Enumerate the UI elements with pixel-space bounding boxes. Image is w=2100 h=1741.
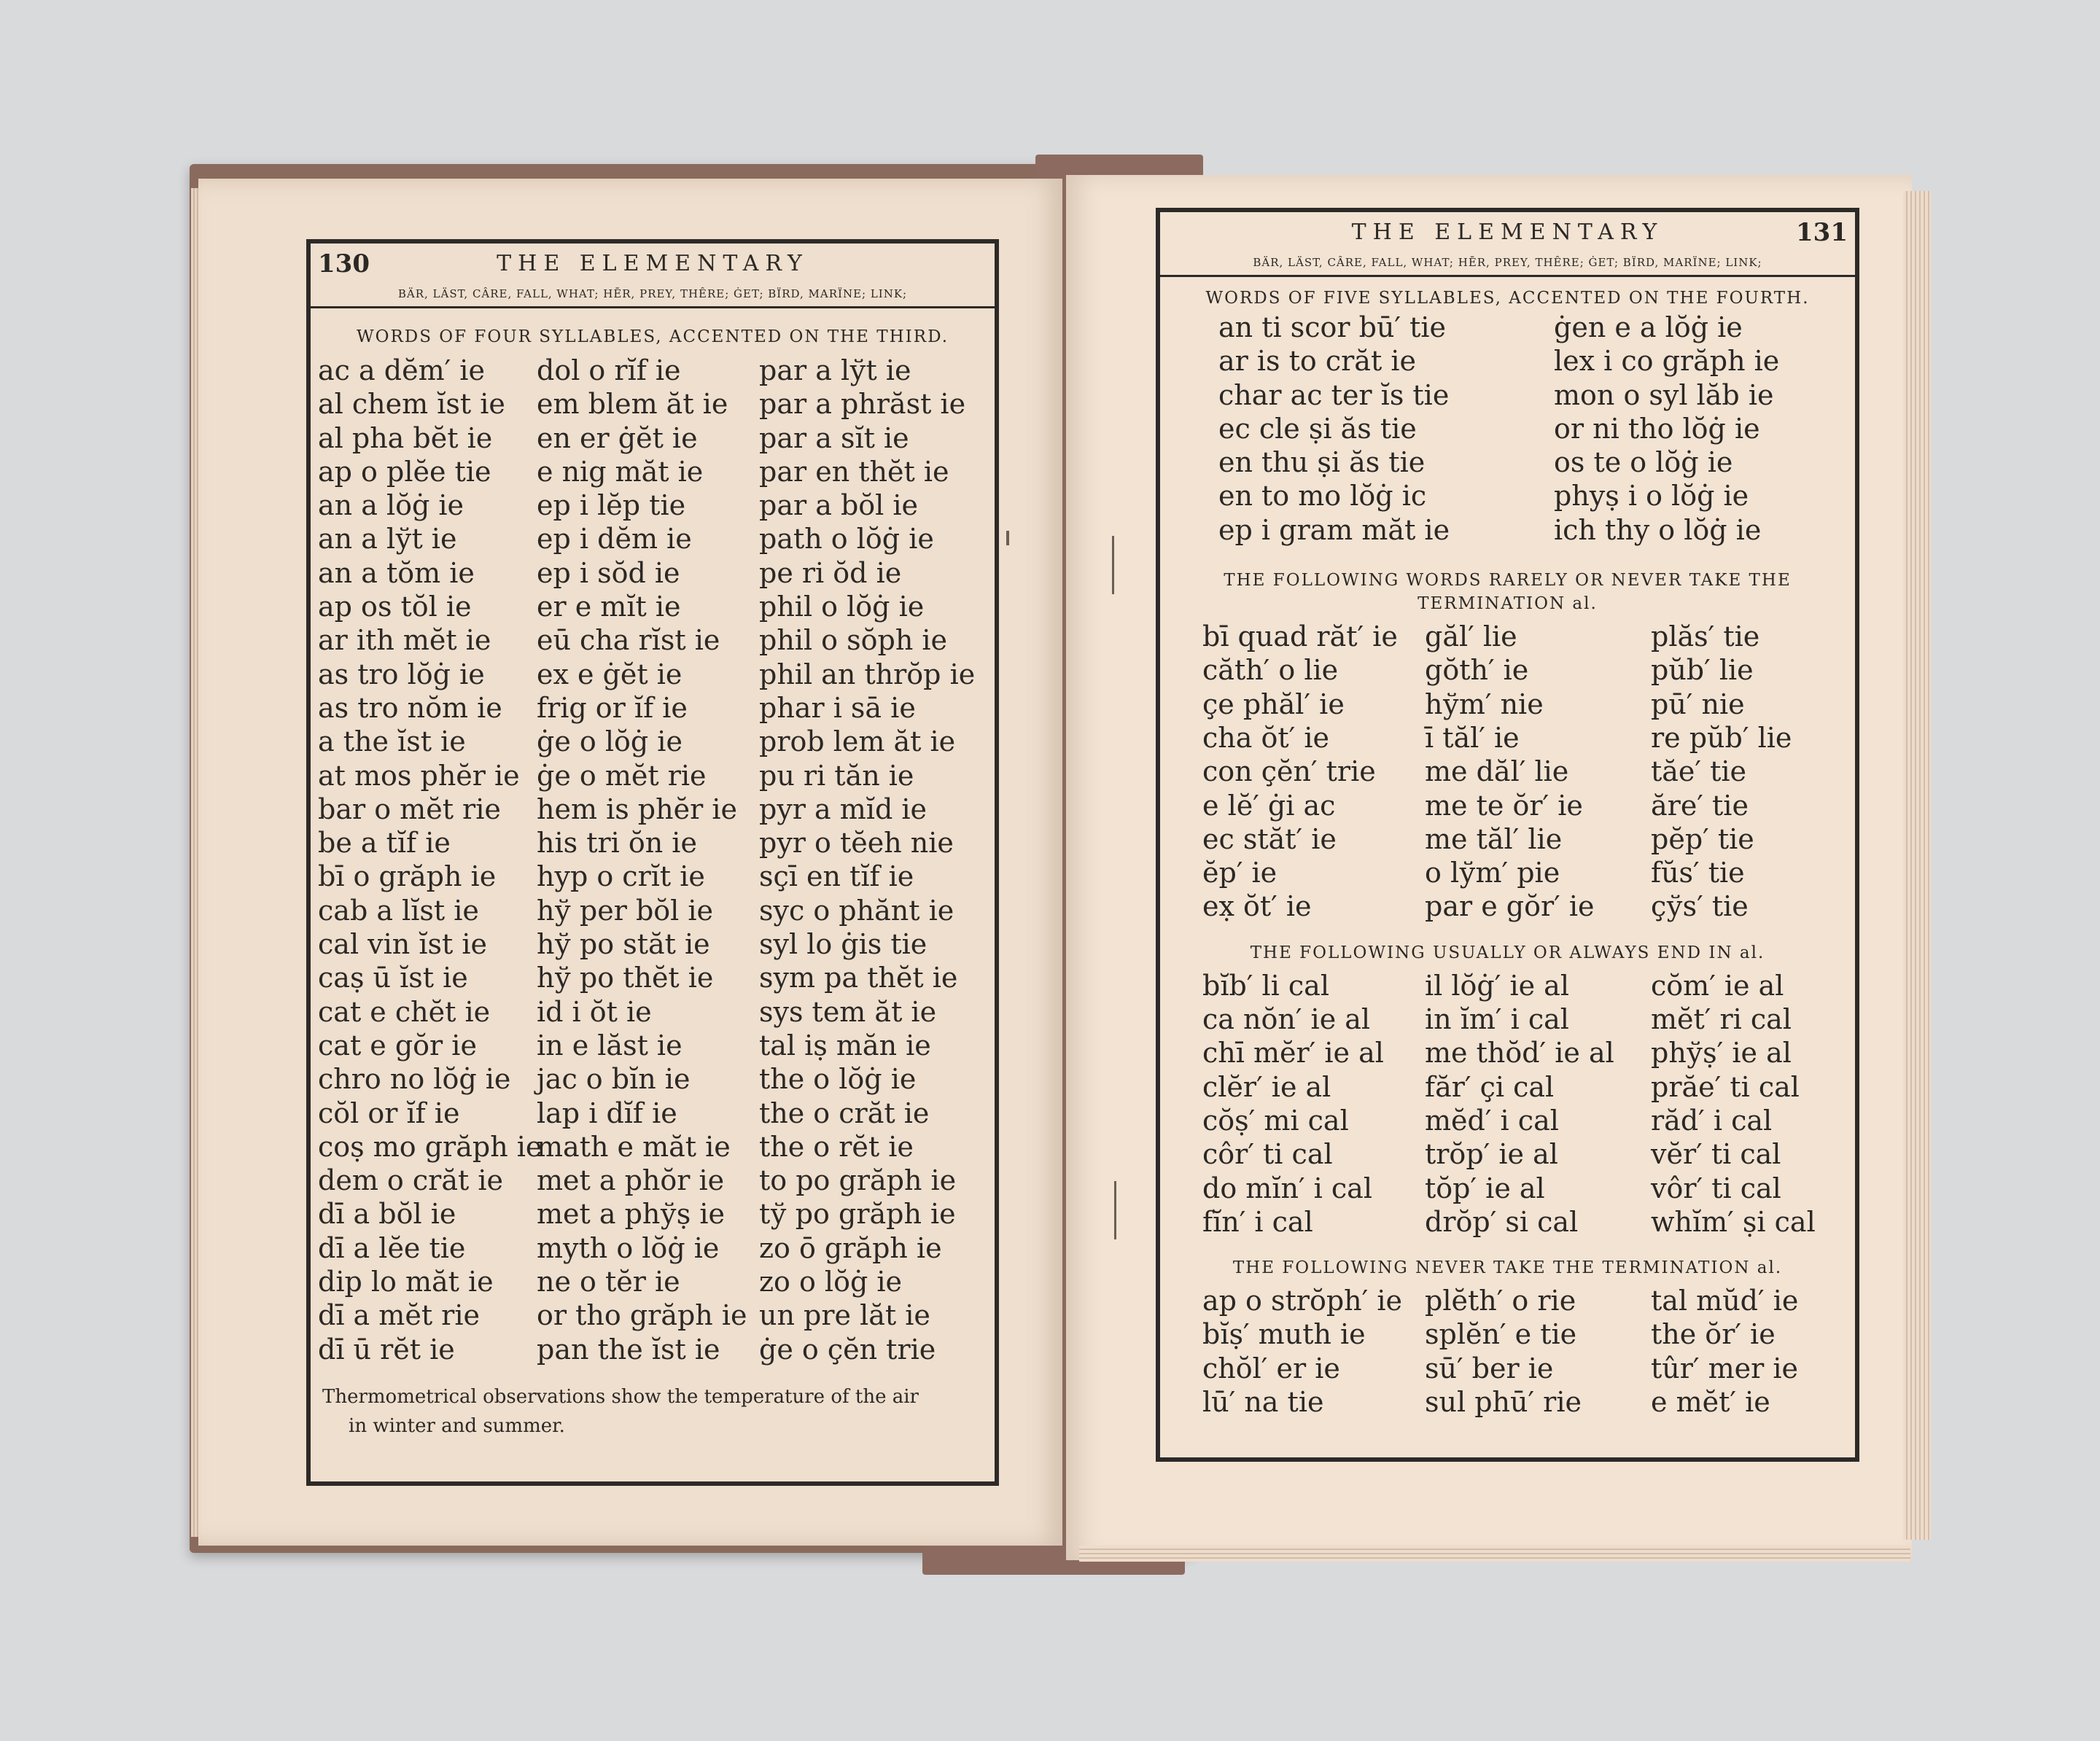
left-word: as tro lŏġ ie: [318, 658, 485, 690]
left-word: an a lŏġ ie: [318, 489, 464, 522]
left-running-title: THE ELEMENTARY: [497, 251, 809, 276]
section4-word: sul phū′ rie: [1425, 1386, 1582, 1419]
left-pronunciation-key: BÄR, LÄST, CÂRE, FALL, WHAT; HĒR, PREY, THÊRE; ĠET; BÏRD, MARÏNE; LINK;: [311, 284, 995, 308]
left-word: dī a lĕe tie: [318, 1231, 466, 1264]
left-word: dī a mĕt rie: [318, 1299, 480, 1332]
section4-word-list: [1160, 1284, 1855, 1419]
left-word: cat e chĕt ie: [318, 995, 491, 1028]
left-word: met a phўṣ ie: [537, 1198, 725, 1231]
left-word: path o lŏġ ie: [759, 523, 934, 556]
section2-word: pŭb′ lie: [1651, 654, 1754, 687]
section2-word: ĕp′ ie: [1202, 857, 1278, 889]
section4-word: bĭṣ′ muth ie: [1202, 1318, 1366, 1351]
left-word: ep i sŏd ie: [537, 556, 680, 589]
section2-word: cha ŏt′ ie: [1202, 721, 1329, 754]
section1-word: ep i gram măt ie: [1218, 513, 1450, 546]
left-word: eū cha rĭst ie: [537, 624, 720, 657]
gutter-mark: [1006, 531, 1009, 545]
left-word: cat e gŏr ie: [318, 1029, 477, 1062]
left-word: the o crăt ie: [759, 1097, 930, 1129]
left-word: pyr a mĭd ie: [759, 792, 928, 825]
section4-word: lū′ na tie: [1202, 1386, 1324, 1419]
section2-title-line2: TERMINATION al.: [1418, 594, 1598, 614]
left-word: id i ŏt ie: [537, 995, 652, 1028]
section4-word: chŏl′ er ie: [1202, 1352, 1340, 1384]
section2-word: çўs′ tie: [1651, 890, 1749, 923]
left-word: cal vin ĭst ie: [318, 928, 487, 961]
section4-word: plĕth′ o rie: [1425, 1285, 1576, 1317]
gutter-staple: [1112, 536, 1114, 594]
section2-word: re pŭb′ lie: [1651, 721, 1792, 754]
left-word: phil o sŏph ie: [759, 624, 948, 657]
section3-word: il lŏġ′ ie al: [1425, 969, 1569, 1002]
section2-title-line1: THE FOLLOWING WORDS RARELY OR NEVER TAKE THE: [1224, 571, 1792, 591]
section3-word: fĭn′ i cal: [1202, 1205, 1313, 1238]
section3-word: mĕd′ i cal: [1425, 1104, 1559, 1137]
section2-word: ăre′ tie: [1651, 789, 1749, 822]
left-word: dī a bŏl ie: [318, 1198, 456, 1231]
left-word: jac o bĭn ie: [537, 1063, 691, 1096]
left-word: tў po grăph ie: [759, 1198, 956, 1231]
left-word: ne o tĕr ie: [537, 1266, 680, 1298]
left-word: er e mĭt ie: [537, 591, 681, 623]
section2-word: çe phăl′ ie: [1202, 688, 1345, 720]
left-word: par a sĭt ie: [759, 421, 909, 454]
left-word: pyr o tĕeh nie: [759, 827, 954, 860]
section2-word: tăe′ tie: [1651, 755, 1747, 788]
left-word: met a phŏr ie: [537, 1164, 725, 1197]
section1-word: or ni tho lŏġ ie: [1554, 412, 1760, 445]
section4-word: tûr′ mer ie: [1651, 1352, 1799, 1384]
left-word: dī ū rĕt ie: [318, 1333, 455, 1366]
section3-word: răd′ i cal: [1651, 1104, 1773, 1137]
left-running-head: [311, 244, 995, 284]
left-word: math e măt ie: [537, 1130, 731, 1163]
left-word: cab a lĭst ie: [318, 894, 479, 927]
section2-word: pū′ nie: [1651, 688, 1745, 720]
footnote-line-1: Thermometrical observations show the temperature of the air: [322, 1385, 919, 1408]
left-word: myth o lŏġ ie: [537, 1231, 720, 1264]
section3-word: bĭb′ li cal: [1202, 969, 1329, 1002]
left-word: pu ri tăn ie: [759, 759, 914, 792]
gutter-staple-2: [1114, 1181, 1116, 1239]
left-word: ac a dĕm′ ie: [318, 354, 485, 386]
left-word: ex e ġĕt ie: [537, 658, 682, 690]
section2-word: o lўm′ pie: [1425, 857, 1560, 889]
section1-word: os te o lŏġ ie: [1554, 446, 1733, 479]
left-word: chro no lŏġ ie: [318, 1063, 511, 1096]
section3-word: vôr′ ti cal: [1651, 1172, 1781, 1204]
section3-word: tŏp′ ie al: [1425, 1172, 1545, 1204]
right-page-number: 131: [1796, 218, 1848, 247]
left-page-number: 130: [318, 249, 370, 279]
section3-word: trŏp′ ie al: [1425, 1138, 1558, 1171]
section2-title: [1160, 547, 1855, 620]
left-word: an a lўt ie: [318, 523, 457, 556]
section4-word: e mĕt′ ie: [1651, 1386, 1770, 1419]
section2-word-list: [1160, 620, 1855, 924]
left-word: be a tĭf ie: [318, 827, 451, 860]
section2-word: fŭs′ tie: [1651, 857, 1745, 889]
bottom-page-edges: [1079, 1546, 1910, 1562]
left-word: zo o lŏġ ie: [759, 1266, 903, 1298]
left-word: at mos phĕr ie: [318, 759, 520, 792]
section2-word: gŏth′ ie: [1425, 654, 1529, 687]
section1-word: ġen e a lŏġ ie: [1554, 311, 1743, 343]
left-word: coṣ mo grăph ie: [318, 1130, 542, 1163]
section2-word: e lĕ′ ġi ac: [1202, 789, 1336, 822]
section2-word: par e gŏr′ ie: [1425, 890, 1595, 923]
left-word: par en thĕt ie: [759, 455, 949, 488]
left-word: pe ri ŏd ie: [759, 556, 902, 589]
section1-word: en to mo lŏġ ic: [1218, 480, 1427, 513]
left-word: e nig măt ie: [537, 455, 704, 488]
left-word: syl lo ġis tie: [759, 928, 928, 961]
right-pronunciation-key: BÄR, LÄST, CÂRE, FALL, WHAT; HĒR, PREY, THÊRE; ĠET; BÏRD, MARÏNE; LINK;: [1160, 253, 1855, 277]
section1-word: ich thy o lŏġ ie: [1554, 513, 1762, 546]
section2-word: căth′ o lie: [1202, 654, 1339, 687]
section2-word: hўm′ nie: [1425, 688, 1544, 720]
left-word: en er ġĕt ie: [537, 421, 698, 454]
section4-word: splĕn′ e tie: [1425, 1318, 1577, 1351]
section1-word: en thu ṣi ăs tie: [1218, 446, 1426, 479]
left-word: ep i lĕp tie: [537, 489, 686, 522]
section3-word: prăe′ ti cal: [1651, 1070, 1800, 1103]
section3-word: vĕr′ ti cal: [1651, 1138, 1781, 1171]
section3-word: côr′ ti cal: [1202, 1138, 1333, 1171]
right-running-title: THE ELEMENTARY: [1351, 219, 1664, 245]
section3-word: whĭm′ ṣi cal: [1651, 1205, 1816, 1238]
left-word: zo ō grăph ie: [759, 1231, 942, 1264]
section3-word: mĕt′ ri cal: [1651, 1003, 1792, 1036]
left-word: caṣ ū ĭst ie: [318, 962, 468, 994]
left-word: ap os tŏl ie: [318, 591, 472, 623]
section1-title: WORDS OF FIVE SYLLABLES, ACCENTED ON THE FOURTH.: [1205, 289, 1810, 308]
section3-word: cŏm′ ie al: [1651, 969, 1784, 1002]
left-word: prob lem ăt ie: [759, 725, 956, 758]
left-page: [306, 239, 999, 1486]
left-word: pan the ĭst ie: [537, 1333, 720, 1366]
section2-word: bī quad răt′ ie: [1202, 620, 1398, 653]
left-word: hў po stăt ie: [537, 928, 710, 961]
left-word: dip lo măt ie: [318, 1266, 494, 1298]
left-word: par a phrăst ie: [759, 388, 966, 421]
left-word: ġe o çĕn trie: [759, 1333, 936, 1366]
left-footnote: [311, 1366, 995, 1441]
left-word: ep i dĕm ie: [537, 523, 692, 556]
left-word: sym pa thĕt ie: [759, 962, 958, 994]
left-word: phar i sā ie: [759, 691, 916, 724]
section2-word: me te ŏr′ ie: [1425, 789, 1583, 822]
section3-word: cŏṣ′ mi cal: [1202, 1104, 1349, 1137]
left-word: sys tem ăt ie: [759, 995, 937, 1028]
left-word: bī o grăph ie: [318, 860, 497, 893]
section1-word-list: [1160, 311, 1855, 547]
section1-word: ar is to crăt ie: [1218, 345, 1416, 378]
left-word: lap i dĭf ie: [537, 1097, 677, 1129]
left-word: al pha bĕt ie: [318, 421, 493, 454]
left-word: ar ith mĕt ie: [318, 624, 491, 657]
left-word: ġe o mĕt rie: [537, 759, 707, 792]
section1-word: mon o syl lăb ie: [1554, 378, 1774, 411]
section3-word: chī mĕr′ ie al: [1202, 1037, 1384, 1070]
left-word: bar o mĕt rie: [318, 792, 501, 825]
left-word: par a bŏl ie: [759, 489, 919, 522]
section4-word: the ŏr′ ie: [1651, 1318, 1776, 1351]
section2-word: ī tăl′ ie: [1425, 721, 1520, 754]
left-word: hyp o crĭt ie: [537, 860, 705, 893]
left-word: tal iṣ măn ie: [759, 1029, 931, 1062]
section1-word: char ac ter ĭs tie: [1218, 378, 1450, 411]
section3-word: in ĭm′ i cal: [1425, 1003, 1569, 1036]
section3-word: drŏp′ si cal: [1425, 1205, 1579, 1238]
section1-word: an ti scor bū′ tie: [1218, 311, 1447, 343]
section3-word: me thŏd′ ie al: [1425, 1037, 1614, 1070]
section2-word: găl′ lie: [1425, 620, 1517, 653]
left-word: hў po thĕt ie: [537, 962, 714, 994]
right-page: [1156, 208, 1859, 1462]
left-word: his tri ŏn ie: [537, 827, 697, 860]
section3-word: clĕr′ ie al: [1202, 1070, 1331, 1103]
left-word: to po grăph ie: [759, 1164, 957, 1197]
section3-word: phўṣ′ ie al: [1651, 1037, 1792, 1070]
left-word: sçī en tĭf ie: [759, 860, 914, 893]
left-word: the o lŏġ ie: [759, 1063, 917, 1096]
left-section-title: WORDS OF FOUR SYLLABLES, ACCENTED ON THE THIRD.: [356, 327, 949, 346]
section3-word: făr′ çi cal: [1425, 1070, 1555, 1103]
section2-word: ec stăt′ ie: [1202, 822, 1337, 855]
section4-word: sū′ ber ie: [1425, 1352, 1554, 1384]
left-word: in e lăst ie: [537, 1029, 682, 1062]
section2-word: plăs′ tie: [1651, 620, 1760, 653]
left-word: a the ĭst ie: [318, 725, 466, 758]
section4-title: THE FOLLOWING NEVER TAKE THE TERMINATION al.: [1232, 1258, 1783, 1278]
section3-word: ca nŏn′ ie al: [1202, 1003, 1371, 1036]
left-word: or tho grăph ie: [537, 1299, 747, 1332]
left-word: frig or ĭf ie: [537, 691, 688, 724]
left-word: hў per bŏl ie: [537, 894, 714, 927]
left-word: as tro nŏm ie: [318, 691, 502, 724]
left-word: an a tŏm ie: [318, 556, 475, 589]
left-word: ap o plĕe tie: [318, 455, 491, 488]
section1-word: lex i co grăph ie: [1554, 345, 1780, 378]
left-word: em blem ăt ie: [537, 388, 728, 421]
left-word: phil an thrŏp ie: [759, 658, 976, 690]
left-word: ġe o lŏġ ie: [537, 725, 682, 758]
left-word: the o rĕt ie: [759, 1130, 914, 1163]
section3-word-list: [1160, 969, 1855, 1239]
footnote-line-2: in winter and summer.: [349, 1414, 565, 1437]
left-word: un pre lăt ie: [759, 1299, 930, 1332]
section3-word: do mĭn′ i cal: [1202, 1172, 1372, 1204]
right-running-head: [1160, 212, 1855, 253]
section4-word: tal mŭd′ ie: [1651, 1285, 1799, 1317]
left-word-list: [311, 354, 995, 1366]
left-word: syc o phănt ie: [759, 894, 954, 927]
section2-word: me tăl′ lie: [1425, 822, 1563, 855]
left-word: al chem ĭst ie: [318, 388, 505, 421]
right-page-edges: [1903, 191, 1931, 1540]
section4-word: ap o strŏph′ ie: [1202, 1285, 1402, 1317]
section3-title: THE FOLLOWING USUALLY OR ALWAYS END IN al.: [1250, 943, 1765, 962]
section2-word: ex̣ ŏt′ ie: [1202, 890, 1312, 923]
section2-word: con çĕn′ trie: [1202, 755, 1376, 788]
section1-word: ec cle ṣi ăs tie: [1218, 412, 1417, 445]
left-word: hem is phĕr ie: [537, 792, 737, 825]
section2-word: me dăl′ lie: [1425, 755, 1569, 788]
left-word: cŏl or ĭf ie: [318, 1097, 460, 1129]
left-word: par a lўt ie: [759, 354, 911, 386]
left-word: phil o lŏġ ie: [759, 591, 925, 623]
left-word: dem o crăt ie: [318, 1164, 503, 1197]
left-word: dol o rĭf ie: [537, 354, 681, 386]
section2-word: pĕp′ tie: [1651, 822, 1754, 855]
section1-word: phyṣ i o lŏġ ie: [1554, 480, 1749, 513]
